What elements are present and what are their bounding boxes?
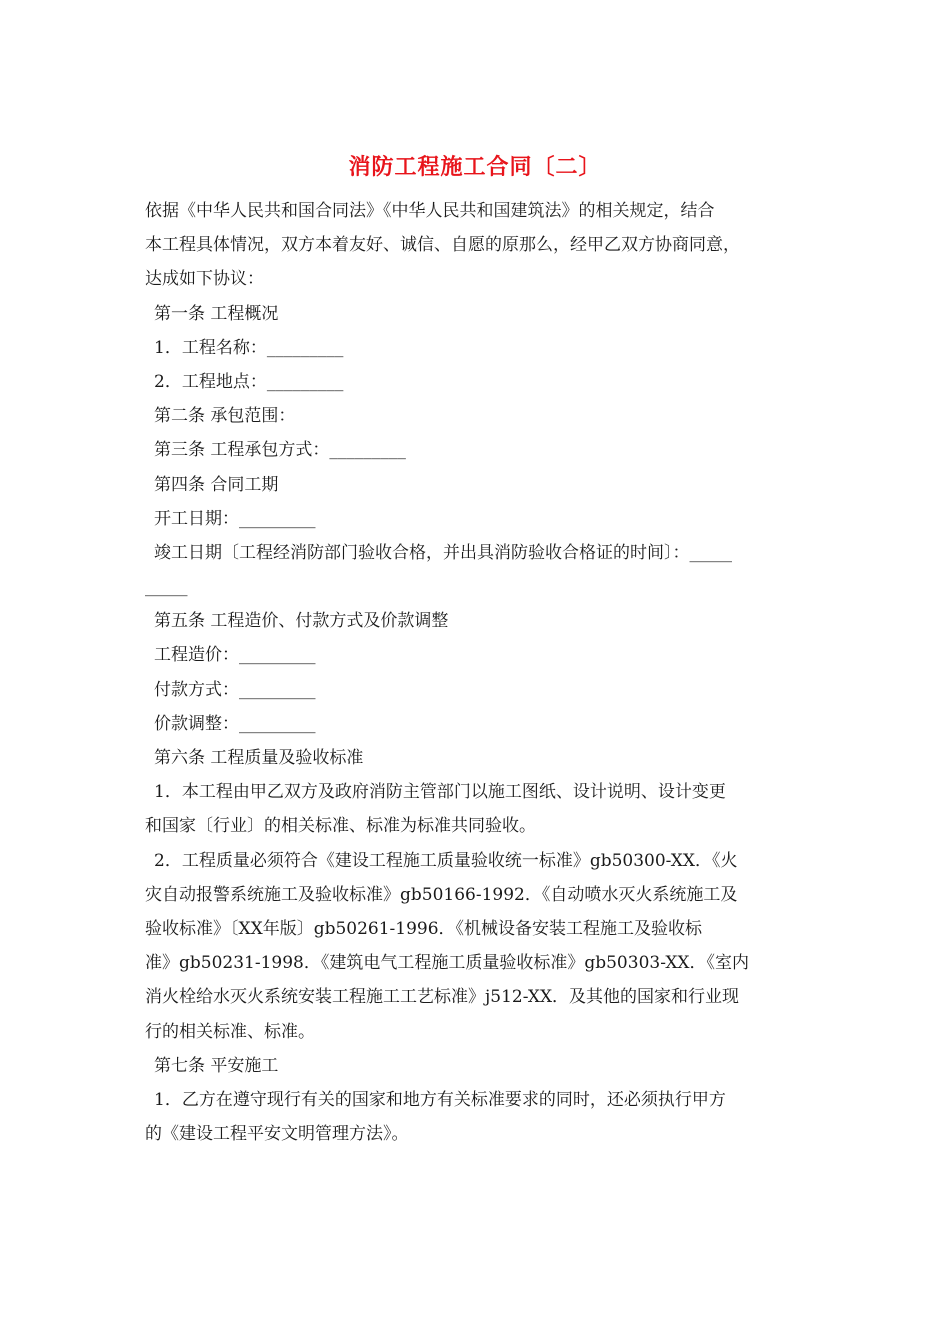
clause-line: 付款方式：_________ [154,679,316,700]
clause-line: 1．工程名称：_________ [154,337,344,358]
document-body [145,194,810,1151]
clause-line: 1．本工程由甲乙双方及政府消防主管部门以施工图纸、设计说明、设计变更 [154,782,726,803]
clause-line: 1．乙方在遵守现行有关的国家和地方有关标准要求的同时，还必须执行甲方 [154,1089,726,1110]
article-heading: 第三条 工程承包方式：_________ [154,440,406,461]
clause-line: _____ [145,577,188,598]
clause-line: 2．工程质量必须符合《建设工程施工质量验收统一标准》gb50300-XX．《火 [154,850,738,871]
article-heading: 第二条 承包范围： [154,406,296,427]
clause-line: 准》gb50231-1998．《建筑电气工程施工质量验收标准》gb50303-XX．《室内 [145,953,750,974]
article-heading: 第七条 平安施工 [154,1055,279,1076]
clause-line: 验收标准》〔XX年版〕gb50261-1996．《机械设备安装工程施工及验收标 [145,918,703,939]
clause-line: 行的相关标准、标准。 [145,1021,315,1042]
clause-line: 价款调整：_________ [154,713,316,734]
article-heading: 第五条 工程造价、付款方式及价款调整 [154,611,449,632]
article-heading: 第六条 工程质量及验收标准 [154,748,364,768]
clause-line: 和国家〔行业〕的相关标准、标准为标准共同验收。 [145,816,536,837]
clause-line: 2．工程地点：_________ [154,371,344,392]
clause-line: 工程造价：_________ [154,645,316,666]
document-title: 消防工程施工合同〔二〕 [348,155,602,180]
article-heading: 第一条 工程概况 [154,303,279,324]
clause-line: 开工日期：_________ [154,508,316,529]
clause-line: 灾自动报警系统施工及验收标准》gb50166-1992．《自动喷水灭火系统施工及 [145,884,738,905]
clause-line: 的《建设工程平安文明管理方法》。 [145,1124,409,1145]
paragraph-line: 达成如下协议： [145,269,264,290]
article-heading: 第四条 合同工期 [154,474,279,495]
clause-line: 竣工日期〔工程经消防部门验收合格，并出具消防验收合格证的时间〕：_____ [154,542,732,563]
paragraph-line: 本工程具体情况，双方本着友好、诚信、自愿的原那么，经甲乙双方协商同意， [145,235,740,256]
paragraph-line: 依据《中华人民共和国合同法》《中华人民共和国建筑法》的相关规定，结合 [145,201,715,221]
clause-line: 消火栓给水灭火系统安装工程施工工艺标准》j512-XX．及其他的国家和行业现 [145,987,740,1008]
